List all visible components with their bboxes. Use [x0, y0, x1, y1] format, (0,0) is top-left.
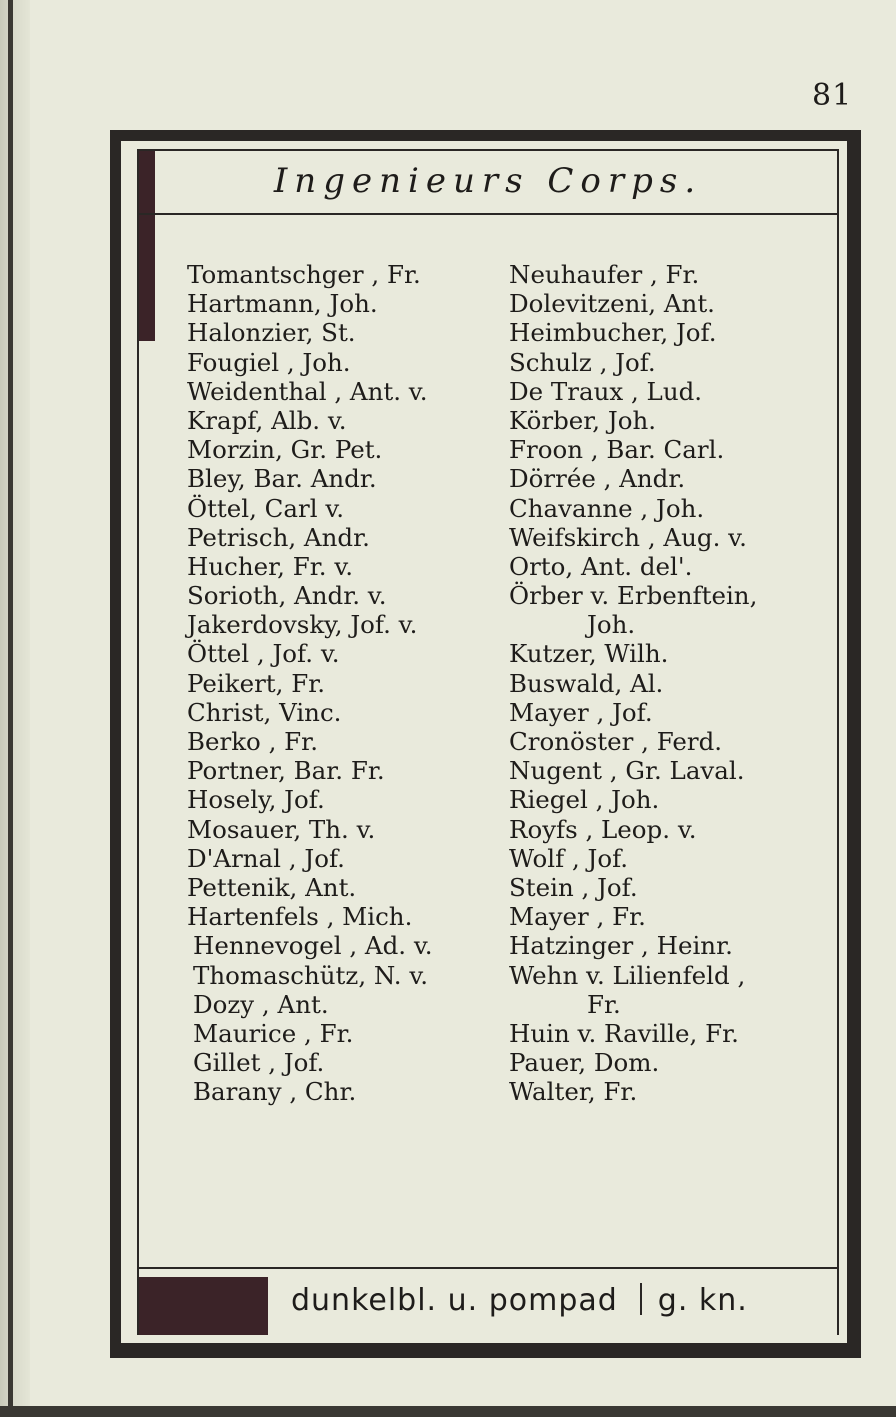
name-entry: Körber, Joh. — [509, 405, 657, 435]
name-entry: Hennevogel , Ad. v. — [193, 931, 433, 961]
table-frame — [110, 130, 861, 1358]
name-entry: Berko , Fr. — [187, 727, 318, 756]
name-entry: Jakerdovsky, Jof. v. — [187, 610, 418, 640]
name-entry: Hucher, Fr. v. — [187, 551, 354, 581]
name-entry: Cronöster , Ferd. — [509, 727, 723, 756]
color-swatch-bottom — [139, 1277, 268, 1335]
table-inner-border — [137, 149, 839, 1335]
right-name-column — [509, 260, 757, 1106]
name-entry: Wehn v. Lilienfeld , — [509, 960, 746, 990]
name-entry: Pettenik, Ant. — [187, 872, 357, 902]
name-entry: De Traux , Lud. — [509, 376, 703, 406]
name-entry: Kutzer, Wilh. — [509, 639, 669, 669]
footer-separator — [640, 1283, 642, 1315]
page-bottom-edge — [0, 1406, 896, 1417]
name-entry: Tomantschger , Fr. — [187, 260, 421, 289]
uniform-footer — [139, 1267, 837, 1335]
name-entry: Krapf, Alb. v. — [187, 405, 347, 435]
name-entry: Heimbucher, Jof. — [509, 318, 717, 348]
name-entry: Öttel, Carl v. — [187, 493, 345, 523]
name-entry: Fr. — [587, 989, 621, 1019]
name-entry: Walter, Fr. — [509, 1077, 638, 1107]
name-entry: Barany , Chr. — [193, 1077, 357, 1107]
name-entry: Huin v. Raville, Fr. — [509, 1018, 739, 1048]
name-entry: Halonzier, St. — [187, 318, 356, 348]
name-entry: Morzin, Gr. Pet. — [187, 435, 383, 465]
left-name-column — [187, 260, 433, 1106]
name-entry: Sorioth, Andr. v. — [187, 581, 387, 611]
name-entry: Stein , Jof. — [509, 872, 638, 902]
name-entry: Orto, Ant. del'. — [509, 551, 693, 581]
name-entry: Hatzinger , Heinr. — [509, 931, 733, 961]
name-entry: Dörrée , Andr. — [509, 464, 686, 494]
name-entry: Hosely, Jof. — [187, 785, 325, 815]
name-entry: Hartenfels , Mich. — [187, 902, 413, 932]
gutter-edge-line — [8, 0, 13, 1417]
name-entry: Bley, Bar. Andr. — [187, 464, 377, 494]
name-entry: Royfs , Leop. v. — [509, 814, 697, 844]
name-entry: Hartmann, Joh. — [187, 289, 378, 319]
name-entry: Öttel , Jof. v. — [187, 639, 340, 669]
name-entry: Weidenthal , Ant. v. — [187, 376, 428, 406]
name-entry: Peikert, Fr. — [187, 668, 326, 698]
name-entry: Nugent , Gr. Laval. — [509, 756, 745, 786]
name-entry: Maurice , Fr. — [193, 1018, 354, 1048]
name-entry: Thomaschütz, N. v. — [193, 960, 429, 990]
name-entry: Joh. — [587, 610, 636, 640]
name-entry: Schulz , Jof. — [509, 347, 656, 377]
name-entry: Chavanne , Joh. — [509, 493, 705, 523]
name-entry: Weifskirch , Aug. v. — [509, 522, 747, 552]
page-title: Ingenieurs Corps. — [273, 161, 703, 201]
name-entry: Örber v. Erbenftein, — [509, 581, 758, 611]
name-entry: Mosauer, Th. v. — [187, 814, 376, 844]
name-entry: Gillet , Jof. — [193, 1048, 325, 1078]
button-color: g. kn. — [657, 1283, 748, 1318]
name-entry: Riegel , Joh. — [509, 785, 660, 815]
name-entry: Dolevitzeni, Ant. — [509, 289, 715, 319]
name-entry: Portner, Bar. Fr. — [187, 756, 385, 786]
name-entry: Neuhaufer , Fr. — [509, 260, 700, 289]
name-entry: Dozy , Ant. — [193, 989, 329, 1019]
name-entry: Froon , Bar. Carl. — [509, 435, 725, 465]
name-entry: D'Arnal , Jof. — [187, 843, 345, 873]
name-entry: Petrisch, Andr. — [187, 522, 370, 552]
name-entry: Wolf , Jof. — [509, 843, 629, 873]
name-entry: Fougiel , Joh. — [187, 347, 351, 377]
name-entry: Mayer , Fr. — [509, 902, 646, 932]
name-entry: Pauer, Dom. — [509, 1048, 660, 1078]
page-gutter — [0, 0, 30, 1417]
uniform-colors: dunkelbl. u. pompad — [291, 1283, 618, 1318]
name-entry: Mayer , Jof. — [509, 697, 653, 727]
name-entry: Buswald, Al. — [509, 668, 664, 698]
page-number: 81 — [812, 78, 853, 113]
title-divider — [139, 213, 837, 215]
name-entry: Christ, Vinc. — [187, 697, 342, 727]
footer-text — [291, 1283, 748, 1318]
